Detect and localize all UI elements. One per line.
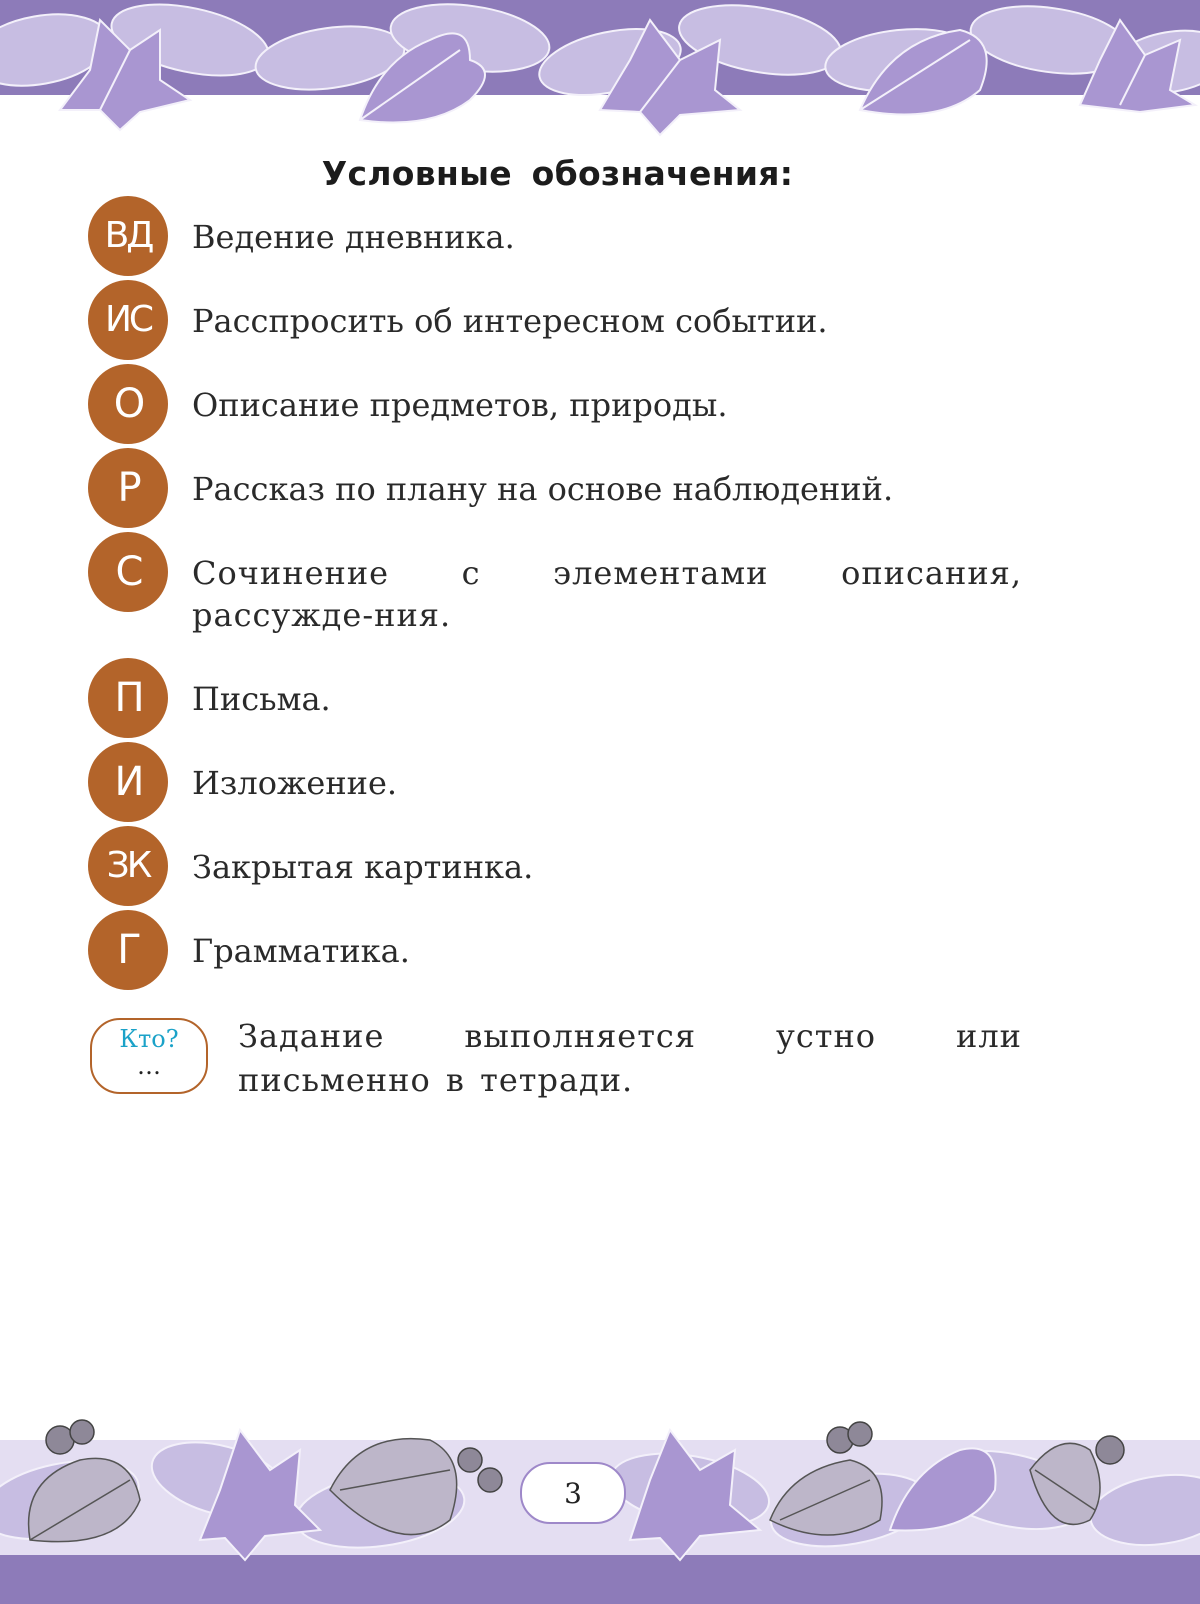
badge-retelling-icon: И — [88, 742, 168, 822]
legend-row-story — [88, 448, 1048, 528]
page-number: 3 — [520, 1462, 626, 1524]
badge-letters-icon: П — [88, 658, 168, 738]
legend-text: Рассказ по плану на основе наблюдений. — [192, 470, 894, 508]
legend-text: Расспросить об интересном событии. — [192, 302, 828, 340]
badge-composition-icon: С — [88, 532, 168, 612]
legend-row-closed-picture — [88, 826, 1048, 906]
who-question-icon — [90, 1018, 208, 1094]
badge-grammar-icon: Г — [88, 910, 168, 990]
legend-row-description — [88, 364, 1048, 444]
legend-row-retelling — [88, 742, 1048, 822]
legend-row-letters — [88, 658, 1048, 738]
legend-text: Описание предметов, природы. — [192, 386, 728, 424]
who-question-dots: … — [137, 1052, 161, 1080]
badge-diary-icon: ВД — [88, 196, 168, 276]
header-leaf-border — [0, 0, 1200, 140]
legend-row-grammar — [88, 910, 1048, 990]
legend-text: Закрытая картинка. — [192, 848, 534, 886]
legend-row-composition — [88, 532, 1048, 642]
legend-row-interesting-event — [88, 280, 1048, 360]
legend-text: Грамматика. — [192, 932, 410, 970]
who-question-text: Кто? — [119, 1025, 179, 1053]
page-title: Условные обозначения: — [321, 154, 794, 194]
badge-event-icon: ИС — [88, 280, 168, 360]
note-text: Задание выполняется устно или письменно в тетради. — [238, 1017, 1022, 1099]
badge-story-icon: Р — [88, 448, 168, 528]
legend-text: Письма. — [192, 680, 331, 718]
badge-description-icon: О — [88, 364, 168, 444]
legend-text: Ведение дневника. — [192, 218, 515, 256]
legend-row-diary — [88, 196, 1048, 276]
legend-text: Изложение. — [192, 764, 398, 802]
badge-closed-picture-icon: ЗК — [88, 826, 168, 906]
legend-text: Сочинение с элементами описания, рассужде-ния. — [192, 554, 1022, 634]
